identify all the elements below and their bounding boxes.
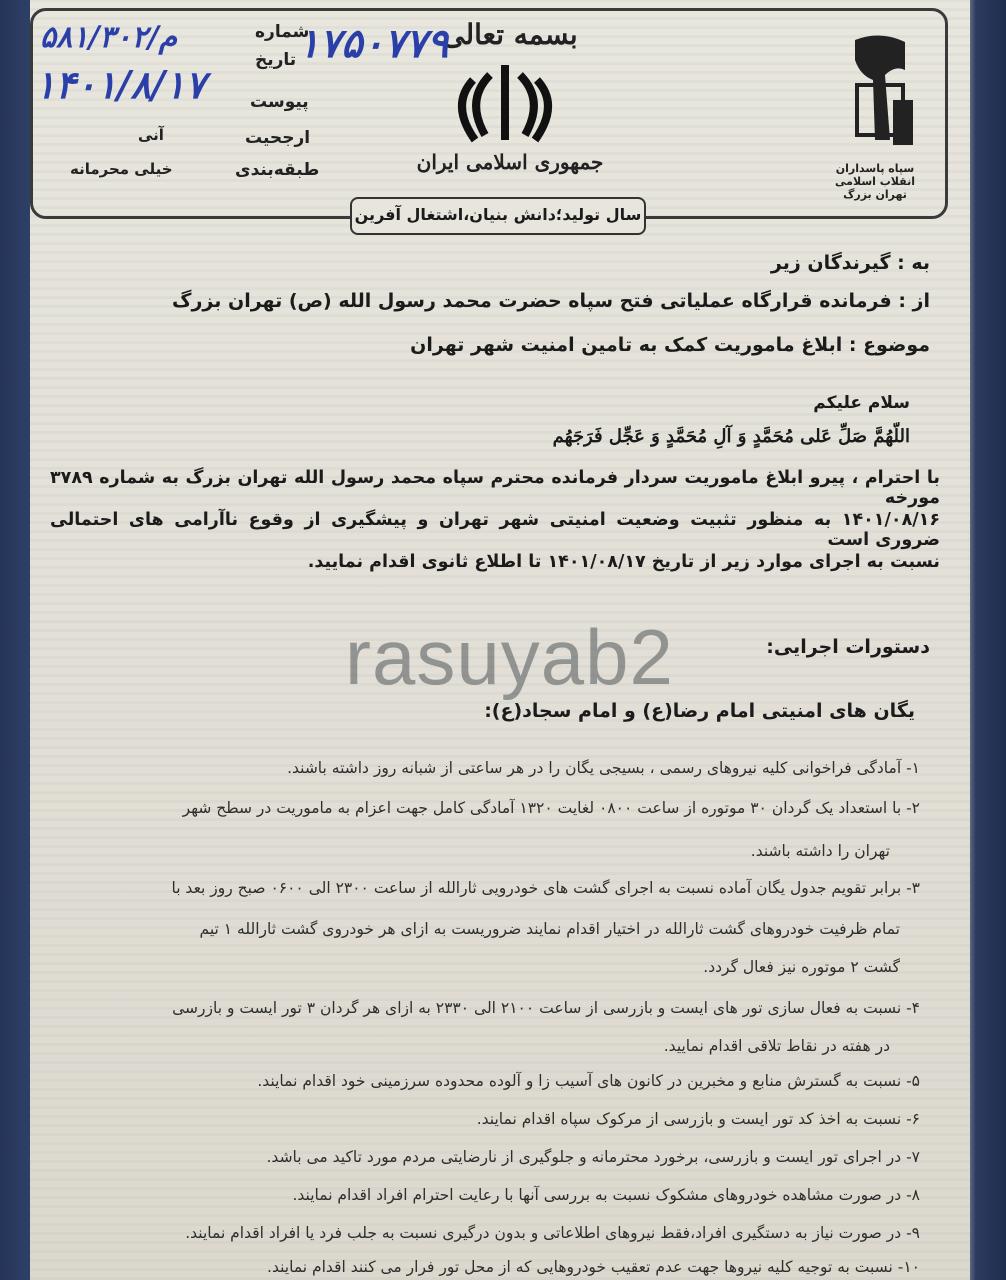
instruction-item: ۴- نسبت به فعال سازی تور های ایست و بازرسی از ساعت ۲۱۰۰ الی ۲۳۳۰ به ازای هر گردان ۳ تور ایست و بازرسی (172, 999, 920, 1017)
section-title: دستورات اجرایی: (766, 636, 930, 658)
instruction-item: ۱۰- نسبت به توجیه کلیه نیروها جهت عدم تعقیب خودروهایی که از محل تور فرار می کنند اقدام نمایند. (267, 1258, 920, 1276)
handwritten-code: ۵۸۱/۳۰۲/م (40, 20, 178, 55)
label-urgency: ارجحیت (245, 128, 311, 148)
instruction-item-cont: گشت ۲ موتوره نیز فعال گردد. (703, 958, 900, 976)
year-slogan: سال تولید؛دانش بنیان،اشتغال آفرین (350, 197, 646, 235)
instruction-item-cont: تهران را داشته باشند. (750, 842, 890, 860)
irgc-emblem-icon (835, 30, 925, 180)
iran-emblem-icon (455, 60, 555, 150)
body-paragraph-line-2: ۱۴۰۱/۰۸/۱۶ به منظور تثبیت وضعیت امنیتی شهر تهران و پیشگیری از وقوع ناآرامی های احتمالی ضروری است (50, 510, 940, 550)
greeting: سلام علیکم (813, 393, 910, 413)
country-name: جمهوری اسلامی ایران (416, 150, 604, 174)
classification-value: خیلی محرمانه (70, 160, 173, 178)
instruction-item: ۹- در صورت نیاز به دستگیری افراد،فقط نیروهای اطلاعاتی و بدون درگیری نسبت به جلب فرد یا افراد اقدام نمایند. (185, 1224, 920, 1242)
body-paragraph-line-1: با احترام ، پیرو ابلاغ ماموریت سردار فرمانده محترم سپاه محمد رسول الله تهران بزرگ به شماره ۳۷۸۹ مورخه (50, 468, 940, 508)
body-paragraph-line-3: نسبت به اجرای موارد زیر از تاریخ ۱۴۰۱/۰۸/۱۷ تا اطلاع ثانوی اقدام نمایید. (307, 552, 940, 572)
section-subtitle: یگان های امنیتی امام رضا(ع) و امام سجاد(ع): (484, 700, 915, 722)
letter-to: به : گیرندگان زیر (770, 252, 930, 274)
instruction-item: ۳- برابر تقویم جدول یگان آماده نسبت به اجرای گشت های خودرویی ثارالله از ساعت ۲۳۰۰ الی ۰۶۰۰ صبح روز بعد با (171, 879, 920, 897)
label-classification: طبقه‌بندی (235, 160, 320, 180)
label-number: شماره (255, 22, 310, 42)
watermark: rasuyab2 (345, 613, 674, 701)
bismillah: بسمه تعالی (442, 18, 578, 51)
urgency-value: آنی (138, 126, 164, 144)
instruction-item: ۸- در صورت مشاهده خودروهای مشکوک نسبت به بررسی آنها با رعایت احترام افراد اقدام نمایند. (292, 1186, 920, 1204)
instruction-item: ۶- نسبت به اخذ کد تور ایست و بازرسی از مرکوک سپاه اقدام نمایند. (476, 1110, 920, 1128)
letter-subject: موضوع : ابلاغ ماموریت کمک به تامین امنیت شهر تهران (410, 334, 930, 356)
instruction-item: ۲- با استعداد یک گردان ۳۰ موتوره از ساعت ۰۸۰۰ لغایت ۱۳۲۰ آمادگی کامل جهت اعزام به ماموریت در سطح شهر (182, 799, 920, 817)
handwritten-letter-number: ۱۷۵۰۷۷۹ (298, 20, 449, 67)
label-date: تاریخ (255, 50, 297, 70)
handwritten-date: ۱۴۰۱/۸/۱۷ (35, 62, 206, 107)
instruction-item: ۵- نسبت به گسترش منابع و مخبرین در کانون های آسیب زا و آلوده محدوده سرزمینی خود اقدام نمایند. (257, 1072, 920, 1090)
instruction-item-cont: تمام ظرفیت خودروهای گشت ثارالله در اختیار اقدام نمایند ضروریست به ازای هر خودروی گشت ثارالله ۱ تیم (199, 920, 900, 938)
instruction-item: ۱- آمادگی فراخوانی کلیه نیروهای رسمی ، بسیجی یگان را در هر ساعتی از شبانه روز داشته باشند. (287, 759, 920, 777)
letter-from: از : فرمانده قرارگاه عملیاتی فتح سپاه حضرت محمد رسول الله (ص) تهران بزرگ (172, 290, 930, 312)
org-name: سپاه پاسداران انقلاب اسلامی تهران بزرگ (835, 162, 915, 201)
instruction-item: ۷- در اجرای تور ایست و بازرسی، برخورد محترمانه و جلوگیری از نارضایتی مردم مورد تاکید می باشد. (266, 1148, 920, 1166)
document-page (30, 0, 970, 1280)
instruction-item-cont: در هفته در نقاط تلاقی اقدام نمایید. (663, 1037, 890, 1055)
label-attachment: پیوست (250, 92, 309, 112)
salawat: اللّهُمَّ صَلِّ عَلی مُحَمَّدٍ وَ آلِ مُحَمَّدٍ وَ عَجِّل فَرَجَهُم (552, 426, 910, 447)
